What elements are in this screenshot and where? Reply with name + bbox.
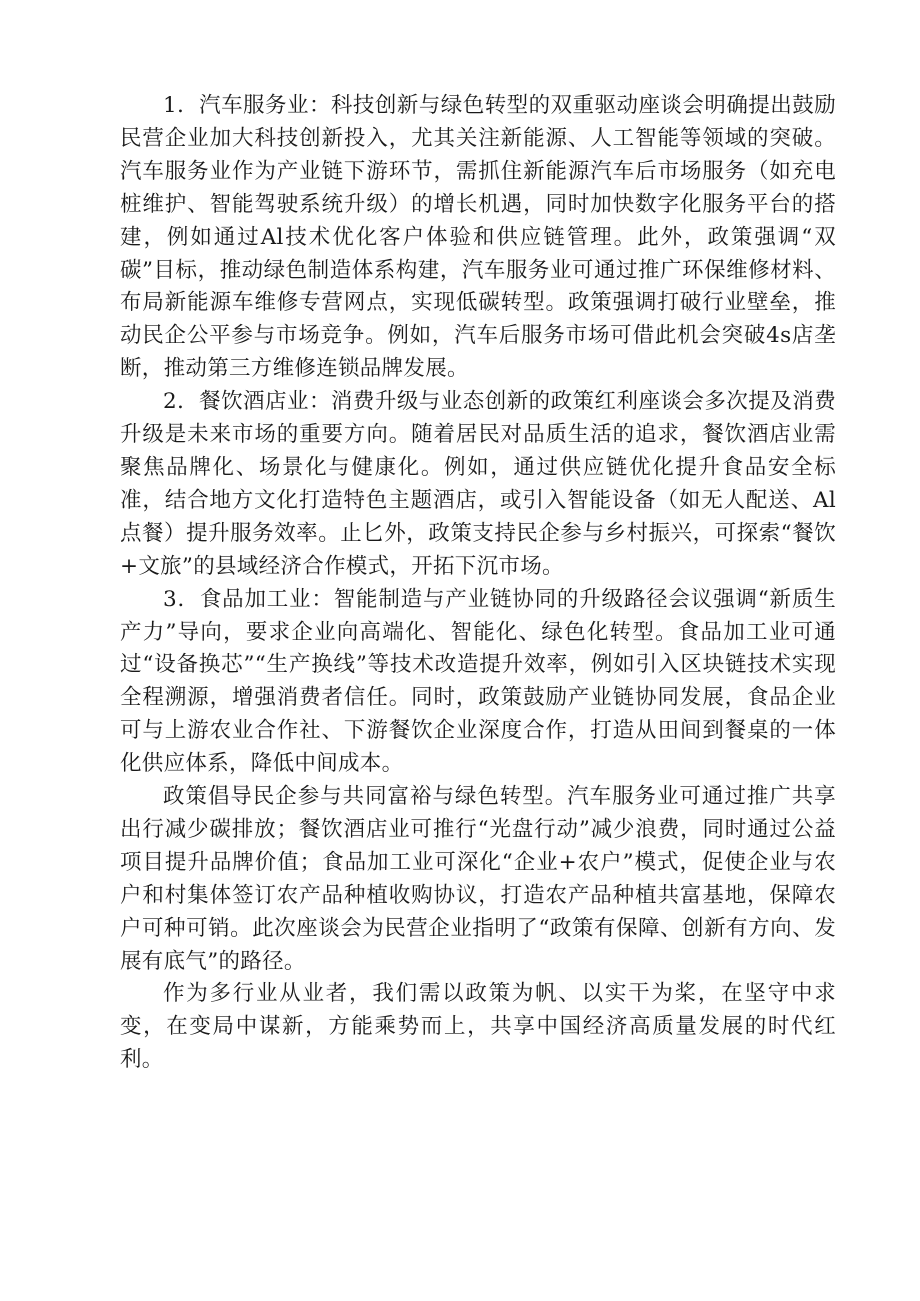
paragraph-food-processing: 3．食品加工业：智能制造与产业链协同的升级路径会议强调“新质生产力”导向，要求企业向高端化、智能化、绿色化转型。食品加工业可通过“设备换芯”“生产换线”等技术改造提升效率，例如引入区块链技术实现全程溯源，增强消费者信任。同时，政策鼓励产业链协同发展，食品企业可与上游农业合作社、下游餐饮企业深度合作，打造从田间到餐桌的一体化供应体系，降低中间成本。 [120,586,836,777]
paragraph-conclusion: 作为多行业从业者，我们需以政策为帆、以实干为桨，在坚守中求变，在变局中谋新，方能乘势而上，共享中国经济高质量发展的时代红利。 [120,981,836,1073]
paragraph-common-prosperity: 政策倡导民企参与共同富裕与绿色转型。汽车服务业可通过推广共享出行减少碳排放；餐饮酒店业可推行“光盘行动”减少浪费，同时通过公益项目提升品牌价值；食品加工业可深化“企业+农户”模式，促使企业与农户和村集体签订农产品种植收购协议，打造农产品种植共富基地，保障农户可种可销。此次座谈会为民营企业指明了“政策有保障、创新有方向、发展有底气”的路径。 [120,784,836,974]
paragraph-catering-hotel: 2．餐饮酒店业：消费升级与业态创新的政策红利座谈会多次提及消费升级是未来市场的重要方向。随着居民对品质生活的追求，餐饮酒店业需聚焦品牌化、场景化与健康化。例如，通过供应链优化提升食品安全标准，结合地方文化打造特色主题酒店，或引入智能设备（如无人配送、Al点餐）提升服务效率。止匕外，政策支持民企参与乡村振兴，可探索“餐饮+文旅”的县域经济合作模式，开拓下沉市场。 [120,389,836,579]
paragraph-auto-service: 1．汽车服务业：科技创新与绿色转型的双重驱动座谈会明确提出鼓励民营企业加大科技创新投入，尤其关注新能源、人工智能等领域的突破。汽车服务业作为产业链下游环节，需抓住新能源汽车后市场服务（如充电桩维护、智能驾驶系统升级）的增长机遇，同时加快数字化服务平台的搭建，例如通过Al技术优化客户体验和供应链管理。此外，政策强调“双碳”目标，推动绿色制造体系构建，汽车服务业可通过推广环保维修材料、布局新能源车维修专营网点，实现低碳转型。政策强调打破行业壁垒，推动民企公平参与市场竞争。例如，汽车后服务市场可借此机会突破4s店垄断，推动第三方维修连锁品牌发展。 [120,93,836,382]
document-body [120,90,836,1077]
